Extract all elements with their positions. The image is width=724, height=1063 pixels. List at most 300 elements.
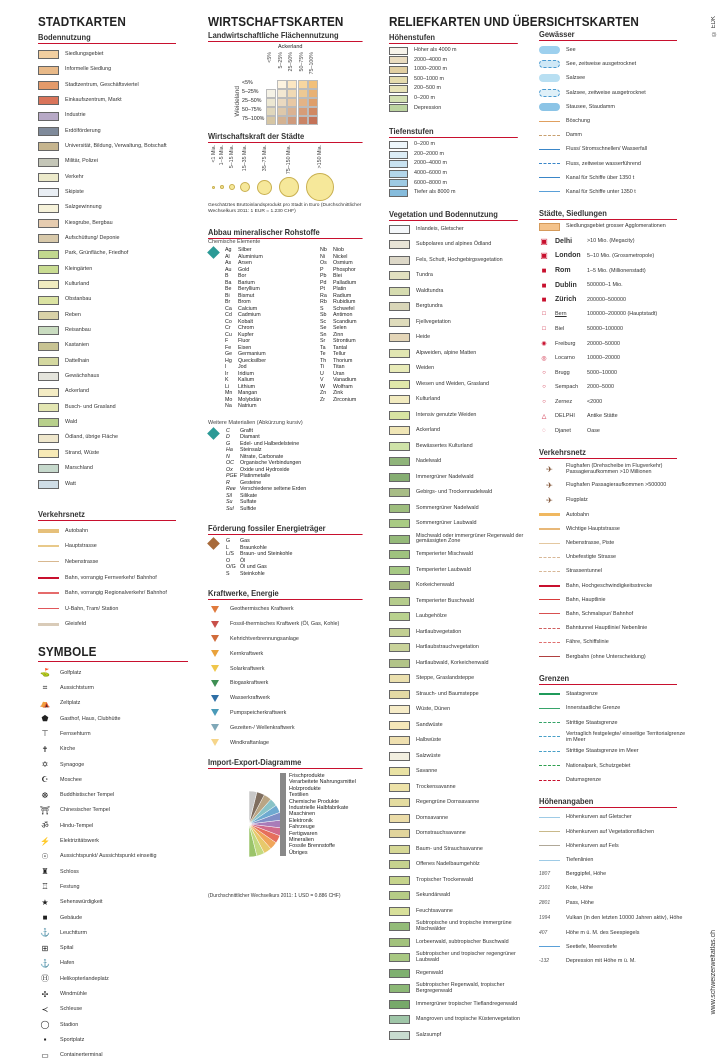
kraft-circle (279, 177, 299, 197)
vegetation-label: Steppe, Graslandsteppe (416, 675, 475, 682)
vegetation-label: Intensiv genutzte Weiden (416, 411, 477, 418)
landw-cell (266, 107, 276, 116)
kraftwerke-list (208, 602, 376, 750)
element-name: Wolfram (333, 383, 353, 390)
material-name: Platinmetalle (240, 473, 271, 479)
element-symbol: Br (225, 299, 231, 305)
kraftwerk-icon (211, 724, 219, 731)
symbol-label: Aussichtspunkt/ Aussichtspunkt einseitig (60, 853, 157, 860)
gewaesser-label: Böschung (566, 118, 590, 125)
hoehenangabe-marker: 2801 (539, 899, 551, 906)
verkehr-label: Flugplatz (566, 497, 588, 504)
stadt-name: Dublin (555, 281, 577, 289)
stadt-name: Bern (555, 311, 567, 318)
stadt-name: DELPHI (555, 413, 575, 420)
hoehenstufe-item (389, 46, 529, 56)
gewaesser-swatch (539, 46, 560, 54)
kraftwerk-label: Fossil-thermisches Kraftwerk (Öl, Gas, Kohle) (230, 621, 340, 628)
element-symbol: Sc (320, 318, 327, 325)
kraftwerk-label: Windkraftanlage (230, 739, 269, 746)
import-category: Industrielle Halbfabrikate (280, 805, 356, 811)
stadt-size: Oase (587, 428, 600, 435)
city-verkehr-label: Hauptstrasse (65, 543, 97, 550)
bodennutzung-swatch (38, 112, 59, 121)
kraftwerk-label: Wasserkraftwerk (230, 695, 270, 702)
element-name: Natrium (238, 403, 257, 409)
hoehenstufe-item (389, 84, 529, 94)
bodennutzung-swatch (38, 265, 59, 274)
verkehr-label: Fähre, Schiffslinie (566, 639, 609, 646)
vegetation-item (389, 888, 529, 904)
vegetation-swatch (389, 504, 410, 513)
vegetation-item (389, 377, 529, 393)
symbole-legend (38, 665, 188, 1063)
symbol-icon: ⚡ (40, 836, 50, 846)
element-name: Schwefel (333, 305, 355, 312)
element-symbol: Th (320, 357, 327, 364)
vegetation-item (389, 563, 529, 579)
symbol-icon: ⊞ (41, 943, 49, 953)
staedte-heading: Städte, Siedlungen (539, 209, 677, 220)
element-name: Fluor (238, 338, 251, 344)
verkehr-item (539, 621, 689, 635)
bodennutzung-swatch (38, 280, 59, 289)
hoehenangabe-item (539, 910, 689, 926)
vegetation-swatch (389, 953, 410, 962)
grenze-item (539, 687, 689, 701)
fossil-name: Braun- und Steinkohle (240, 551, 293, 557)
element-name: Cadmium (238, 312, 261, 318)
stadt-name: Biel (555, 325, 565, 332)
tiefenstufe-item (389, 150, 529, 160)
element-name: Barium (238, 279, 255, 286)
vegetation-swatch (389, 535, 410, 544)
bodennutzung-swatch (38, 81, 59, 90)
vegetation-item (389, 749, 529, 765)
kraftwerk-label: Solarkraftwerk (230, 665, 265, 672)
stadt-name: Locarno (555, 355, 575, 362)
vegetation-item (389, 625, 529, 641)
element-name: Vanadium (333, 377, 357, 383)
symbol-item (38, 1048, 188, 1063)
verkehr-item (539, 593, 689, 607)
symbol-item (38, 757, 188, 772)
vegetation-item (389, 485, 529, 501)
agglomeration-swatch (539, 223, 560, 231)
bodennutzung-swatch (38, 480, 59, 489)
symbol-label: Elektrizitätswerk (60, 838, 99, 845)
agglomeration-label: Siedlungsgebiet grosser Agglomerationen (566, 223, 666, 230)
bodennutzung-label: Watt (65, 480, 76, 487)
vegetation-swatch (389, 1031, 410, 1040)
bodennutzung-swatch (38, 219, 59, 228)
bodennutzung-item (38, 415, 188, 430)
kraftwerk-icon (211, 606, 219, 613)
kraftwerk-icon (211, 650, 219, 657)
vegetation-item (389, 857, 529, 873)
gewaesser-swatch (539, 149, 560, 150)
stadt-size: 50000–100000 (587, 325, 623, 332)
hoehenstufe-item (389, 56, 529, 66)
vegetation-swatch (389, 597, 410, 606)
hoehenangabe-label: Vulkan (in den letzten 10000 Jahren aktiv), Höhe (566, 914, 683, 921)
landw-row-label: <5% (242, 80, 253, 86)
vegetation-swatch (389, 690, 410, 699)
hoehenangabe-label: Höhe m ü. M. des Seespiegels (566, 929, 640, 936)
tiefenstufen-legend (389, 140, 529, 198)
hoehenangabe-item (539, 940, 689, 954)
element-symbol: Sr (320, 338, 326, 344)
vegetation-swatch (389, 984, 410, 993)
vegetation-item (389, 811, 529, 827)
vegetation-item (389, 315, 529, 331)
bodennutzung-swatch (38, 434, 59, 443)
material-name: Gesteine (240, 479, 262, 486)
verkehr-line (539, 642, 560, 643)
kraft-label: 75–150 Mia. (286, 145, 292, 175)
vegetation-item (389, 423, 529, 439)
vegetation-item (389, 764, 529, 780)
landw-cell (277, 116, 287, 125)
bodennutzung-swatch (38, 296, 59, 305)
vegetation-item (389, 950, 529, 966)
verkehr-item (539, 461, 689, 477)
stadt-icon: ○ (542, 398, 546, 405)
element-symbol: F (225, 338, 229, 344)
gewaesser-label: Damm (566, 132, 582, 139)
symbol-item (38, 1032, 188, 1047)
abbau-sub: Chemische Elemente (208, 239, 261, 245)
vegetation-label: Regenwald (416, 969, 443, 976)
symbol-item (38, 696, 188, 711)
landw-cell (287, 107, 297, 116)
bodennutzung-item (38, 47, 188, 62)
material-abbr: OC (226, 460, 234, 466)
hoehenangabe-marker (539, 946, 560, 947)
element-symbol: Ir (225, 370, 229, 377)
vegetation-swatch (389, 674, 410, 683)
material-abbr: Ha (226, 447, 233, 453)
stadt-item (539, 307, 689, 322)
element-name: Germanium (238, 351, 266, 357)
hoehenangabe-item (539, 881, 689, 895)
import-category: Holzprodukte (280, 786, 356, 792)
bodennutzung-item (38, 139, 188, 154)
tiefenstufe-swatch (389, 179, 408, 187)
gewaesser-heading: Gewässer (539, 30, 677, 41)
vegetation-swatch (389, 860, 410, 869)
fossil-abbr: O (226, 557, 231, 564)
landw-col-label: <5% (267, 52, 273, 63)
bodennutzung-item (38, 262, 188, 277)
bodennutzung-label: Dattelhain (65, 357, 90, 364)
stadt-icon: ◉ (541, 341, 547, 348)
element-name: Quecksilber (238, 357, 266, 364)
vegetation-label: Hartlaubvegetation (416, 628, 462, 635)
import-category: Elektronik (280, 818, 356, 824)
vegetation-swatch (389, 876, 410, 885)
hoehenstufe-swatch (389, 56, 408, 64)
gewaesser-item (539, 57, 689, 71)
material-diamond-icon (208, 428, 220, 440)
city-verkehr-item (38, 601, 188, 617)
element-symbol: I (225, 364, 227, 370)
material-name: Verschiedene seltene Erden (240, 486, 307, 492)
element-name: Brom (238, 299, 251, 305)
airport-icon: ✈ (546, 495, 553, 505)
vegetation-label: Sommergrüner Nadelwald (416, 504, 479, 511)
symbol-item (38, 925, 188, 940)
kraftwerk-item (208, 676, 376, 691)
vegetation-label: Salzwüste (416, 752, 441, 759)
landw-cell (266, 116, 276, 125)
bodennutzung-item (38, 477, 188, 492)
symbol-label: Aussichtsturm (60, 685, 94, 692)
element-symbol: V (320, 377, 324, 383)
verkehr-item (539, 522, 689, 536)
hoehenangabe-item (539, 825, 689, 839)
vegetation-label: Waldtundra (416, 287, 444, 294)
bodennutzung-swatch (38, 234, 59, 243)
column-uebersicht (539, 20, 689, 968)
element-symbol: Co (225, 318, 232, 325)
gewaesser-swatch (539, 163, 560, 164)
verkehr-item (539, 536, 689, 550)
grenze-item (539, 773, 689, 787)
element-name: Selen (333, 325, 347, 331)
material-name: Sulfide (240, 505, 257, 512)
landw-cell (287, 98, 297, 107)
vegetation-item (389, 795, 529, 811)
vegetation-swatch (389, 426, 410, 435)
stadt-icon: ■ (541, 295, 547, 305)
stadt-name: Zürich (555, 296, 577, 304)
element-name: Radium (333, 292, 352, 299)
verkehrsnetz-city-heading: Verkehrsnetz (38, 510, 176, 521)
tiefenstufe-item (389, 169, 529, 179)
gewaesser-item (539, 157, 689, 171)
symbol-icon: ♖ (41, 882, 49, 892)
tiefenstufe-label: Tiefer als 8000 m (414, 189, 456, 196)
element-name: Beryllium (238, 286, 260, 292)
verkehr-label: Bahn, Hochgeschwindigkeitsstrecke (566, 582, 653, 589)
verkehr-label: Bahn, Hauptlinie (566, 596, 606, 603)
landw-cell (308, 98, 318, 107)
vegetation-swatch (389, 752, 410, 761)
grenze-item (539, 715, 689, 729)
verkehr-item (539, 508, 689, 522)
kraftwerk-label: Gezeiten-/ Wellenkraftwerk (230, 724, 295, 731)
bodennutzung-label: Verkehr (65, 173, 84, 180)
city-verkehr-label: Gleisfeld (65, 621, 86, 628)
element-name: Lithium (238, 383, 256, 390)
landw-cell (287, 89, 297, 98)
symbol-icon: ⊤ (41, 729, 49, 739)
bodennutzung-label: Industrie (65, 112, 86, 119)
bodennutzung-item (38, 78, 188, 93)
landw-cell (308, 116, 318, 125)
kraft-label: 15–35 Mia. (242, 145, 248, 172)
verkehr-line (539, 513, 560, 516)
bodennutzung-legend (38, 47, 188, 492)
gewaesser-item (539, 86, 689, 100)
symbol-icon: ♜ (41, 867, 49, 877)
bodennutzung-label: Park, Grünfläche, Friedhof (65, 250, 129, 257)
vegetation-item (389, 594, 529, 610)
tiefenstufe-label: 2000–4000 m (414, 160, 447, 167)
vegetation-label: Korkeichenwald (416, 582, 455, 589)
symbol-label: Zeltplatz (60, 700, 81, 707)
bodennutzung-label: Kulturland (65, 281, 90, 288)
tiefenstufe-item (389, 159, 529, 169)
material-name: Sulfate (240, 499, 257, 505)
verkehr-label: Flughafen (Drehscheibe im Flugverkehr) Passagieraufkommen >10 Millionen (566, 463, 663, 476)
landw-cell (277, 98, 287, 107)
hoehenstufe-label: 200–500 m (414, 85, 441, 92)
landw-cell (287, 116, 297, 125)
material-abbr: Ree (226, 486, 236, 492)
vegetation-swatch (389, 364, 410, 373)
vegetation-label: Heide (416, 334, 431, 341)
vegetation-item (389, 997, 529, 1013)
vegetation-item (389, 1012, 529, 1028)
landw-cell (266, 80, 276, 89)
stadt-name: Freiburg (555, 340, 576, 347)
element-name: Chrom (238, 325, 254, 331)
symbol-item (38, 1017, 188, 1032)
material-abbr: N (226, 453, 230, 460)
grenze-line (539, 751, 560, 752)
symbol-icon: ◯ (40, 1020, 50, 1030)
grenze-line (539, 708, 560, 709)
material-name: Silikate (240, 492, 258, 499)
hoehenangabe-item (539, 867, 689, 881)
element-name: Gold (238, 266, 250, 273)
airport-icon: ✈ (546, 480, 553, 490)
vegetation-item (389, 671, 529, 687)
hoehenstufe-item (389, 65, 529, 75)
vegetation-item (389, 640, 529, 656)
hoehenangabe-label: Tiefenlinien (566, 857, 594, 864)
symbol-item (38, 726, 188, 741)
symbol-icon: ≺ (41, 1004, 49, 1014)
verkehr-line (539, 628, 560, 629)
element-name: Thorium (333, 357, 353, 364)
vegetation-item (389, 780, 529, 796)
hoehenangabe-label: Seetiefe, Meerestiefe (566, 943, 617, 950)
vegetation-item (389, 1028, 529, 1044)
gewaesser-item (539, 171, 689, 185)
symbol-label: Leuchtturm (60, 929, 87, 936)
vegetation-swatch (389, 225, 410, 234)
landw-cell (287, 80, 297, 89)
element-symbol: Cd (225, 312, 232, 318)
vegetation-swatch (389, 891, 410, 900)
symbol-icon: ☪ (41, 775, 49, 785)
material-abbr: Su (226, 499, 233, 505)
city-verkehr-item (38, 585, 188, 601)
symbol-icon: ☉ (41, 851, 49, 861)
website-link[interactable]: www.schweizerweltatlas.ch (710, 929, 717, 1014)
vegetation-swatch (389, 1000, 410, 1009)
vegetation-label: Sandwüste (416, 721, 443, 728)
gewaesser-swatch (539, 74, 560, 82)
grenze-line (539, 765, 560, 766)
vegetation-swatch (389, 783, 410, 792)
kraftwerk-icon (211, 695, 219, 702)
hoehenstufe-item (389, 94, 529, 104)
vegetation-label: Alpweiden, alpine Matten (416, 349, 477, 356)
vegetation-swatch (389, 922, 410, 931)
hoehenangabe-marker: 407 (539, 929, 548, 936)
vegetation-label: Subtropischer und tropischer regengrüner Laubwald (416, 951, 516, 963)
vegetation-label: Immergrüner Nadelwald (416, 473, 474, 480)
symbol-label: Helikopterlandeplatz (60, 975, 109, 982)
landw-cell (298, 89, 308, 98)
symbol-label: Schleuse (60, 1006, 83, 1013)
vegetation-item (389, 237, 529, 253)
element-name: Aluminium (238, 253, 263, 260)
vegetation-item (389, 687, 529, 703)
material-abbr: PGE (226, 473, 238, 479)
abbau-heading: Abbau mineralischer Rohstoffe (208, 228, 363, 239)
bodennutzung-item (38, 62, 188, 77)
bodennutzung-label: Obstanbau (65, 296, 92, 303)
stadt-size: 20000–50000 (587, 340, 620, 347)
vegetation-label: Laubgehölze (416, 613, 447, 620)
vegetation-item (389, 392, 529, 408)
vegetation-item (389, 470, 529, 486)
element-symbol: Ag (225, 247, 232, 253)
ackerland-axis-label: Ackerland (278, 44, 303, 50)
bodennutzung-label: Kleingärten (65, 265, 93, 272)
vegetation-label: Bewässertes Kulturland (416, 442, 473, 449)
symbol-label: Synagoge (60, 761, 85, 768)
hoehenangabe-label: Höhenkurven auf Fels (566, 842, 619, 849)
stadt-size: >10 Mio. (Megacity) (587, 238, 635, 245)
symbol-icon: ⚓ (40, 928, 50, 938)
bodennutzung-label: Einkaufszentrum, Markt (65, 96, 122, 103)
vegetation-label: Subpolares und alpines Ödland (416, 241, 492, 248)
material-abbr: C (226, 427, 230, 434)
symbol-icon: ✝ (41, 744, 49, 754)
gewaesser-label: Kanal für Schiffe unter 1350 t (566, 188, 636, 195)
element-symbol: Be (225, 286, 232, 292)
vegetation-label: Tundra (416, 272, 433, 279)
hoehenangabe-marker (539, 860, 560, 861)
hoehenangabe-marker (539, 817, 560, 818)
verkehr-label: Bahn, Schmalspur/ Bahnhof (566, 610, 634, 617)
stadt-size: 500000–1 Mio. (587, 282, 623, 289)
landw-row-label: 75–100% (242, 116, 265, 122)
verkehr-line (539, 543, 560, 544)
stadt-size: <2000 (587, 398, 603, 405)
landw-cell (308, 107, 318, 116)
hoehenangabe-label: Höhenkurven auf Vegetationsflächen (566, 828, 655, 835)
vegetation-label: Savanne (416, 768, 438, 775)
vegetation-swatch (389, 907, 410, 916)
tiefenstufe-item (389, 179, 529, 189)
bodennutzung-item (38, 369, 188, 384)
vegetation-swatch (389, 938, 410, 947)
element-name: Strontium (333, 338, 356, 344)
bodennutzung-label: Reben (65, 311, 81, 318)
vegetation-label: Fels, Schutt, Hochgebirgsvegetation (416, 256, 503, 263)
city-verkehr-line (38, 608, 59, 609)
stadt-icon: ○ (542, 369, 546, 376)
landw-cell (277, 107, 287, 116)
symbol-icon: ▪ (43, 1035, 47, 1045)
